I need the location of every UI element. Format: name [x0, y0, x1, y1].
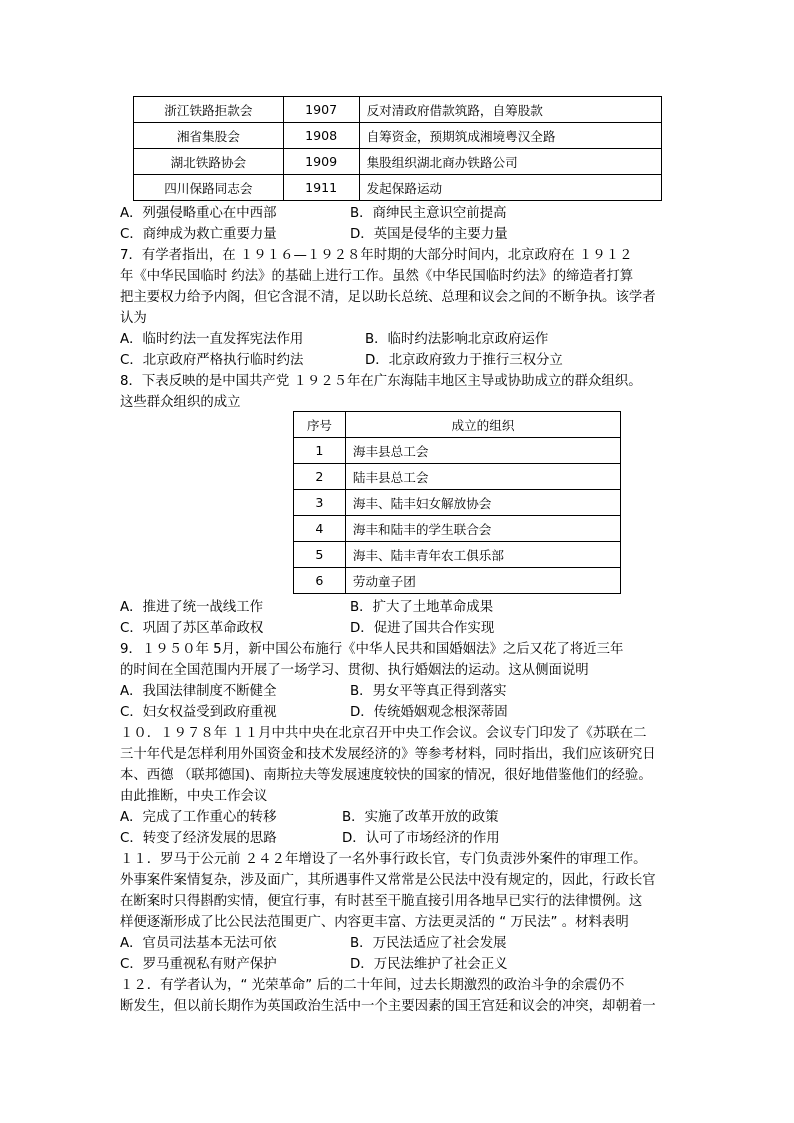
- table-row: [134, 97, 662, 123]
- q7-stem-line: 7．有学者指出，在 １９１６—１９２８年时期的大部分时间内，北京政府在 １９１２: [120, 248, 633, 263]
- q7-option-b: B．临时约法影响北京政府运作: [365, 332, 549, 347]
- table-cell: 陆丰县总工会: [345, 464, 620, 490]
- table-cell: 湘省集股会: [134, 123, 284, 149]
- table-cell: 湖北铁路协会: [134, 149, 284, 175]
- q11-option-c: C．罗马重视私有财产保护: [120, 957, 277, 972]
- table-cell: 1908: [283, 123, 359, 149]
- q12-stem-line: 断发生，但以前长期作为英国政治生活中一个主要因素的国王宫廷和议会的冲突，却朝着一: [120, 999, 656, 1014]
- table-cell: 5: [294, 542, 346, 568]
- q8-option-c: C．巩固了苏区革命政权: [120, 621, 264, 636]
- table-header-row: [294, 412, 621, 438]
- table-cell: 1: [294, 438, 346, 464]
- table-cell: 发起保路运动: [359, 175, 661, 201]
- table-row: [294, 464, 621, 490]
- table-cell: 2: [294, 464, 346, 490]
- q7-option-d: D．北京政府致力于推行三权分立: [365, 353, 563, 368]
- q7-stem-line: 认为: [120, 311, 147, 326]
- q9-stem-line: 9．１９５０年 5月，新中国公布施行《中华人民共和国婚姻法》之后又花了将近三年: [120, 642, 624, 657]
- q10-option-c: C．转变了经济发展的思路: [120, 831, 277, 846]
- table-cell: 3: [294, 490, 346, 516]
- q10-option-b: B．实施了改革开放的政策: [342, 810, 499, 825]
- table-cell: 4: [294, 516, 346, 542]
- table-row: [294, 438, 621, 464]
- q10-stem-line: 本、西德 （联邦德国)、南斯拉夫等发展速度较快的国家的情况，很好地借鉴他们的经验。: [120, 768, 652, 783]
- table-header-cell: 序号: [294, 412, 346, 438]
- q9-option-c: C．妇女权益受到政府重视: [120, 705, 277, 720]
- table-cell: 1909: [283, 149, 359, 175]
- q9-option-b: B．男女平等真正得到落实: [350, 684, 507, 699]
- q8-option-d: D．促进了国共合作实现: [350, 621, 495, 636]
- table-cell: 海丰、陆丰青年农工俱乐部: [345, 542, 620, 568]
- q11-stem-line: 样便逐渐形成了比公民法范围更广、内容更丰富、方法更灵活的 “ 万民法” 。材料表明: [120, 915, 629, 930]
- table-cell: 浙江铁路拒款会: [134, 97, 284, 123]
- q11-option-a: A．官员司法基本无法可依: [120, 936, 277, 951]
- table-cell: 自筹资金，预期筑成湘境粤汉全路: [359, 123, 661, 149]
- table-row: [294, 490, 621, 516]
- q11-option-b: B．万民法适应了社会发展: [350, 936, 507, 951]
- q8-option-b: B．扩大了土地革命成果: [350, 600, 494, 615]
- q11-stem-line: 外事案件案情复杂，涉及面广，其所遇事件又常常是公民法中没有规定的，因此，行政长官: [120, 873, 656, 888]
- q8-option-a: A．推进了统一战线工作: [120, 600, 264, 615]
- q9-option-d: D．传统婚姻观念根深蒂固: [350, 705, 508, 720]
- q7-stem-line: 年《中华民国临时 约法》的基础上进行工作。虽然《中华民国临时约法》的缔造者打算: [120, 269, 634, 284]
- q9-stem-line: 的时间在全国范围内开展了一场学习、贯彻、执行婚姻法的运动。这从侧面说明: [120, 663, 589, 678]
- q6-option-a: A．列强侵略重心在中西部: [120, 206, 277, 221]
- table-header-cell: 成立的组织: [345, 412, 620, 438]
- table-row: [294, 516, 621, 542]
- q10-option-a: A．完成了工作重心的转移: [120, 810, 277, 825]
- q10-stem-line: 三十年代是怎样利用外国资金和技术发展经济的》等参考材料，同时指出，我们应该研究日: [120, 747, 656, 762]
- table-row: [294, 568, 621, 594]
- q10-stem-line: １０．１９７８年 １１月中共中央在北京召开中央工作会议。会议专门印发了《苏联在二: [120, 726, 647, 741]
- table-row: [134, 123, 662, 149]
- mass-organizations-table: [293, 411, 621, 594]
- table-cell: 海丰县总工会: [345, 438, 620, 464]
- table-cell: 四川保路同志会: [134, 175, 284, 201]
- q12-stem-line: １２．有学者认为，“ 光荣革命” 后的二十年间，过去长期激烈的政治斗争的余震仍不: [120, 978, 625, 993]
- q11-option-d: D．万民法维护了社会正义: [350, 957, 508, 972]
- table-cell: 1911: [283, 175, 359, 201]
- table-cell: 海丰、陆丰妇女解放协会: [345, 490, 620, 516]
- table-cell: 6: [294, 568, 346, 594]
- q6-option-c: C．商绅成为救亡重要力量: [120, 227, 277, 242]
- q10-option-d: D．认可了市场经济的作用: [342, 831, 500, 846]
- q7-option-a: A．临时约法一直发挥宪法作用: [120, 332, 304, 347]
- table-cell: 集股组织湖北商办铁路公司: [359, 149, 661, 175]
- q7-option-c: C．北京政府严格执行临时约法: [120, 353, 304, 368]
- table-row: [134, 149, 662, 175]
- q9-option-a: A．我国法律制度不断健全: [120, 684, 277, 699]
- q8-stem-line: 8．下表反映的是中国共产党 １９２５年在广东海陆丰地区主导或协助成立的群众组织。: [120, 374, 642, 389]
- q11-stem-line: １１．罗马于公元前 ２４２年增设了一名外事行政长官，专门负责涉外案件的审理工作。: [120, 852, 647, 867]
- table-row: [134, 175, 662, 201]
- q6-option-b: B．商绅民主意识空前提高: [350, 206, 507, 221]
- q8-stem-line: 这些群众组织的成立: [120, 395, 241, 410]
- q11-stem-line: 在断案时只得斟酌实情，便宜行事，有时甚至干脆直接引用各地早已实行的法律惯例。这: [120, 894, 643, 909]
- table-row: [294, 542, 621, 568]
- railway-associations-table: [133, 96, 662, 201]
- table-cell: 劳动童子团: [345, 568, 620, 594]
- table-cell: 海丰和陆丰的学生联合会: [345, 516, 620, 542]
- q7-stem-line: 把主要权力给予内阁，但它含混不清，足以助长总统、总理和议会之间的不断争执。该学者: [120, 290, 656, 305]
- q10-stem-line: 由此推断，中央工作会议: [120, 789, 268, 804]
- q6-option-d: D．英国是侵华的主要力量: [350, 227, 508, 242]
- table-cell: 1907: [283, 97, 359, 123]
- table-cell: 反对清政府借款筑路，自筹股款: [359, 97, 661, 123]
